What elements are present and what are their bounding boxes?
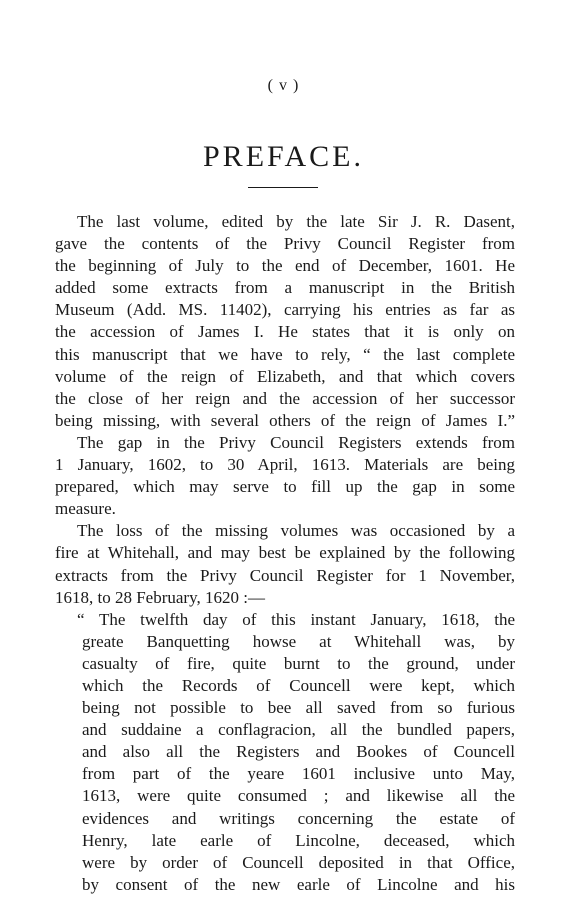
title-rule	[248, 187, 318, 188]
text-line: measure.	[55, 499, 116, 519]
text-line: The gap in the Privy Council Registers extends from	[77, 432, 515, 452]
body-text	[55, 211, 515, 896]
paragraph-2	[55, 432, 515, 520]
text-line: extracts from the Privy Council Register for 1 November,	[55, 565, 515, 585]
text-line: evidences and writings concerning the estate of	[82, 808, 515, 828]
text-line: by consent of the new earle of Lincolne and his	[82, 874, 515, 894]
text-line: prepared, which may serve to fill up the gap in some	[55, 477, 515, 497]
text-line: fire at Whitehall, and may best be explained by the following	[55, 543, 515, 563]
text-line: being not possible to bee all saved from so furious	[82, 698, 515, 718]
text-line: Henry, late earle of Lincolne, deceased, which	[82, 830, 515, 850]
text-line: were by order of Councell deposited in that Office,	[82, 852, 515, 872]
text-line: greate Banquetting howse at Whitehall was, by	[82, 631, 515, 651]
text-line: and suddaine a conflagracion, all the bundled papers,	[82, 720, 515, 740]
text-line: “ The twelfth day of this instant January, 1618, the	[77, 609, 515, 629]
text-line: 1 January, 1602, to 30 April, 1613. Materials are being	[55, 455, 515, 475]
text-line: from part of the yeare 1601 inclusive unto May,	[82, 764, 515, 784]
text-line: Museum (Add. MS. 11402), carrying his entries as far as	[55, 300, 515, 320]
text-line: volume of the reign of Elizabeth, and that which covers	[55, 366, 515, 386]
paragraph-3	[55, 520, 515, 608]
text-line: 1618, to 28 February, 1620 :—	[55, 587, 265, 607]
text-line: this manuscript that we have to rely, “ the last complete	[55, 344, 515, 364]
text-line: which the Records of Councell were kept, which	[82, 675, 515, 695]
text-line: casualty of fire, quite burnt to the ground, under	[82, 653, 515, 673]
text-line: 1613, were quite consumed ; and likewise all the	[82, 786, 515, 806]
text-line: the close of her reign and the accession of her successor	[55, 388, 515, 408]
text-line: added some extracts from a manuscript in the British	[55, 278, 515, 298]
paragraph-1	[55, 211, 515, 432]
text-line: the accession of James I. He states that it is only on	[55, 322, 515, 342]
text-line: and also all the Registers and Bookes of Councell	[82, 742, 515, 762]
page-title: PREFACE.	[203, 140, 364, 173]
page-number: ( v )	[267, 77, 300, 94]
text-line: being missing, with several others of the reign of James I.”	[55, 410, 515, 430]
text-line: gave the contents of the Privy Council Register from	[55, 234, 515, 254]
text-line: The loss of the missing volumes was occasioned by a	[77, 521, 515, 541]
text-line: the beginning of July to the end of December, 1601. He	[55, 256, 515, 276]
text-line: The last volume, edited by the late Sir J. R. Dasent,	[77, 212, 515, 231]
quoted-paragraph	[55, 609, 515, 896]
